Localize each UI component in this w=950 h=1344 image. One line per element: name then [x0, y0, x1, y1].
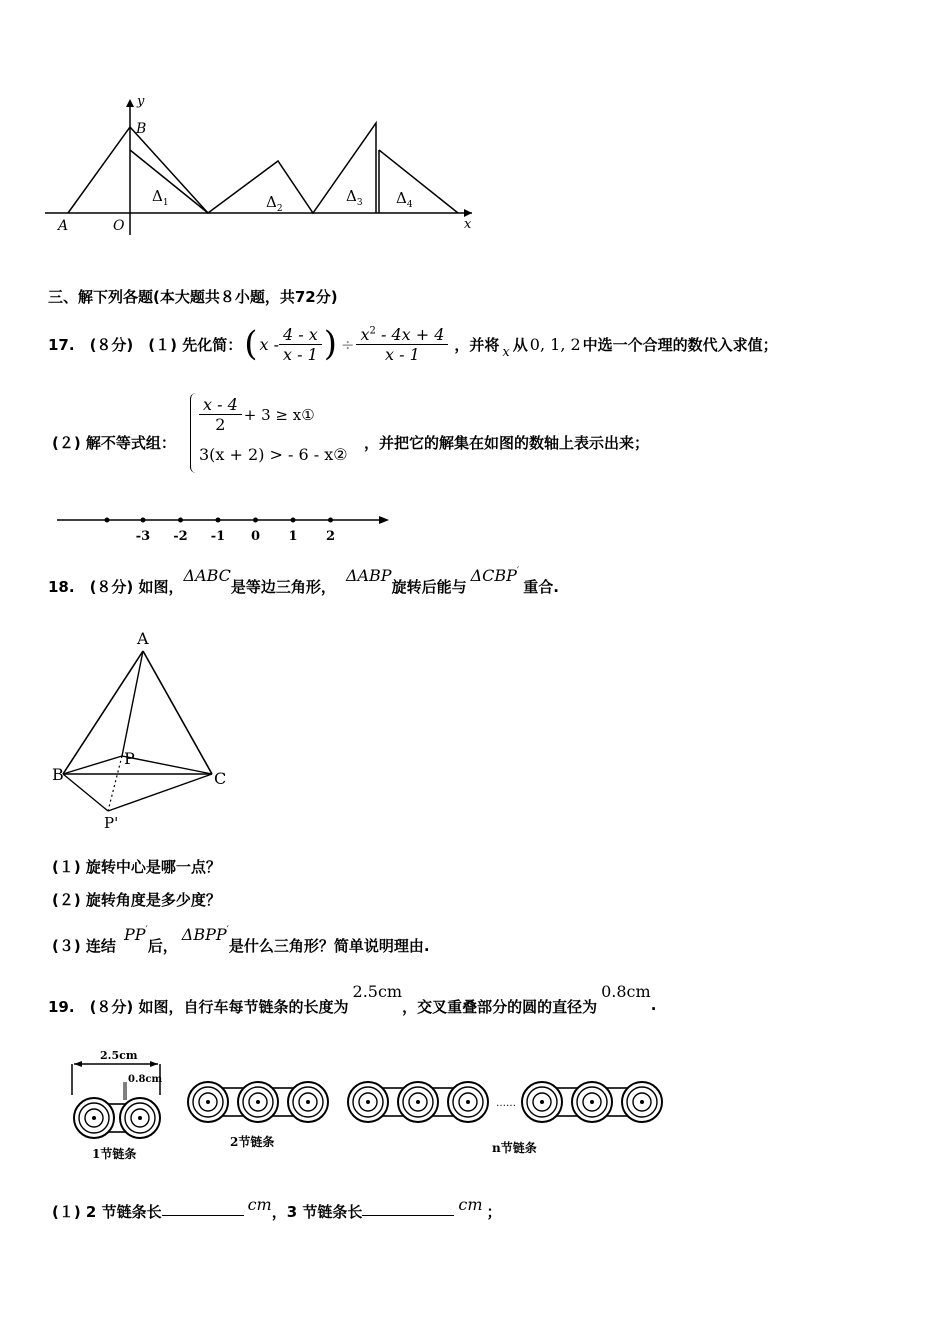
number-line [55, 508, 395, 548]
label-B: B [136, 121, 147, 137]
q17-number: 17. (８分) (１) 先化简： [48, 335, 243, 354]
q18-sub1: (１) 旋转中心是哪一点？ [52, 858, 221, 876]
q17-part2-tail: ，并把它的解集在如图的数轴上表示出来； [364, 434, 650, 452]
q18-sub2: (２) 旋转角度是多少度？ [52, 891, 221, 909]
q19-dia: 0.8cm [601, 982, 651, 1001]
fig-label-P: P [124, 749, 135, 768]
tick-0 [141, 518, 146, 523]
triangle1-edge [130, 150, 208, 213]
tick-minus4 [105, 518, 110, 523]
q18-figure [50, 626, 240, 836]
q18-number: 18. (８分) 如图， [48, 578, 184, 596]
q17-part2-label: (２) 解不等式组： [52, 434, 176, 452]
q19-number: 19. (８分) 如图，自行车每节链条的长度为 [48, 998, 349, 1016]
q17-frac1: $\frac{4 - x}{x - 1}$ [279, 325, 322, 364]
q18-tri1: ΔABC [183, 566, 231, 585]
tick-label-3: 0 [250, 529, 261, 544]
q17-from: 从 [512, 335, 528, 354]
q17-system: $\frac{x - 4}{2}$ + 3 ≥ x① 3(x + 2) > - 6 - x② [190, 393, 361, 473]
chain-pin-3 [256, 1100, 260, 1104]
q19-mid: ，交叉重叠部分的圆的直径为 [402, 998, 598, 1016]
fig-label-B: B [52, 765, 64, 784]
q17-frac2: $\frac{x^2 - 4x + 4}{x - 1}$ [356, 325, 448, 364]
paren-open: ( [244, 324, 258, 364]
chain-pin-2 [206, 1100, 210, 1104]
chain-pin-5 [366, 1100, 370, 1104]
q18-tri3-prime: ′ [516, 566, 520, 577]
label-delta1: $\Delta_1$ [152, 187, 169, 208]
answer-blank-2[interactable] [362, 1201, 454, 1216]
label-y: y [137, 95, 145, 109]
tick-2 [216, 518, 221, 523]
dim-2-5: 2.5cm [100, 1049, 138, 1062]
q18-tri3: ΔCBP [470, 566, 517, 585]
label-delta2: $\Delta_2$ [266, 193, 283, 214]
tick-3 [253, 518, 258, 523]
q19-line [48, 982, 656, 1017]
tick-label-4: 1 [288, 529, 298, 544]
q17-x-minus: x - [259, 334, 279, 354]
fig-label-A: A [137, 629, 149, 648]
x-axis-arrow [464, 209, 472, 217]
chain-figure [62, 1040, 672, 1170]
chain-dots: …… [496, 1098, 516, 1109]
q18-mid1: 是等边三角形， [230, 578, 336, 596]
chain-pin-8 [540, 1100, 544, 1104]
section-heading: 三、解下列各题(本大题共８小题，共72分) [48, 288, 338, 306]
paren-close: ) [323, 324, 338, 364]
q19-end: . [650, 996, 657, 1014]
fig-label-C: C [214, 769, 227, 788]
tick-4 [291, 518, 296, 523]
chain-pin-10 [640, 1100, 644, 1104]
label-delta3: $\Delta_3$ [346, 187, 363, 208]
triangle-graph [40, 95, 480, 235]
chain-pin-9 [590, 1100, 594, 1104]
answer-blank-1[interactable] [162, 1201, 244, 1216]
caption-n: n节链条 [492, 1141, 537, 1155]
triangle4-edge [379, 150, 458, 213]
label-delta4: $\Delta_4$ [396, 189, 413, 210]
zigzag-line [68, 123, 376, 213]
q18-tri2: ΔABP [345, 566, 392, 585]
q18-tail: 重合. [523, 578, 559, 596]
divide-sign: ÷ [341, 334, 355, 354]
q17-set: 0, 1, 2 [529, 334, 581, 354]
q17-line1 [48, 318, 778, 370]
q17-var: x [502, 344, 510, 360]
tick-label-2: -1 [210, 529, 226, 544]
tick-5 [328, 518, 333, 523]
q18-line [48, 566, 559, 597]
chain-pin-6 [416, 1100, 420, 1104]
chain-pin-0 [92, 1116, 96, 1120]
q18-sub3: (３) 连结 PP ′ 后， ΔBPP ′ 是什么三角形？简单说明理由. [52, 925, 430, 955]
chain-pin-4 [306, 1100, 310, 1104]
q19-len: 2.5cm [352, 982, 403, 1001]
q17-ineq2: 3(x + 2) > - 6 - x② [199, 445, 348, 464]
caption-1: 1节链条 [92, 1147, 137, 1161]
label-A: A [58, 218, 69, 234]
y-axis-arrow [126, 99, 134, 107]
q19-sub1: (１) 2 节链条长 cm ，3 节链条长 cm ； [52, 1195, 502, 1221]
tick-label-1: -2 [173, 529, 188, 544]
label-x: x [464, 217, 472, 232]
q17-ineq1-rest: + 3 ≥ x① [243, 405, 315, 424]
q17-tail: 中选一个合理的数代入求值； [582, 335, 778, 354]
chain-pin-7 [466, 1100, 470, 1104]
number-line-arrow [379, 516, 389, 524]
tick-label-5: 2 [325, 529, 336, 544]
tick-label-0: -3 [135, 529, 151, 544]
tick-1 [178, 518, 183, 523]
label-O: O [113, 218, 125, 234]
q17-after: ，并将 [454, 335, 500, 354]
caption-2: 2节链条 [230, 1135, 275, 1149]
dim-0-8: 0.8cm [128, 1074, 163, 1085]
fig-label-Pprime: P' [104, 814, 119, 832]
chain-pin-1 [138, 1116, 142, 1120]
q18-mid2: 旋转后能与 [391, 578, 467, 596]
